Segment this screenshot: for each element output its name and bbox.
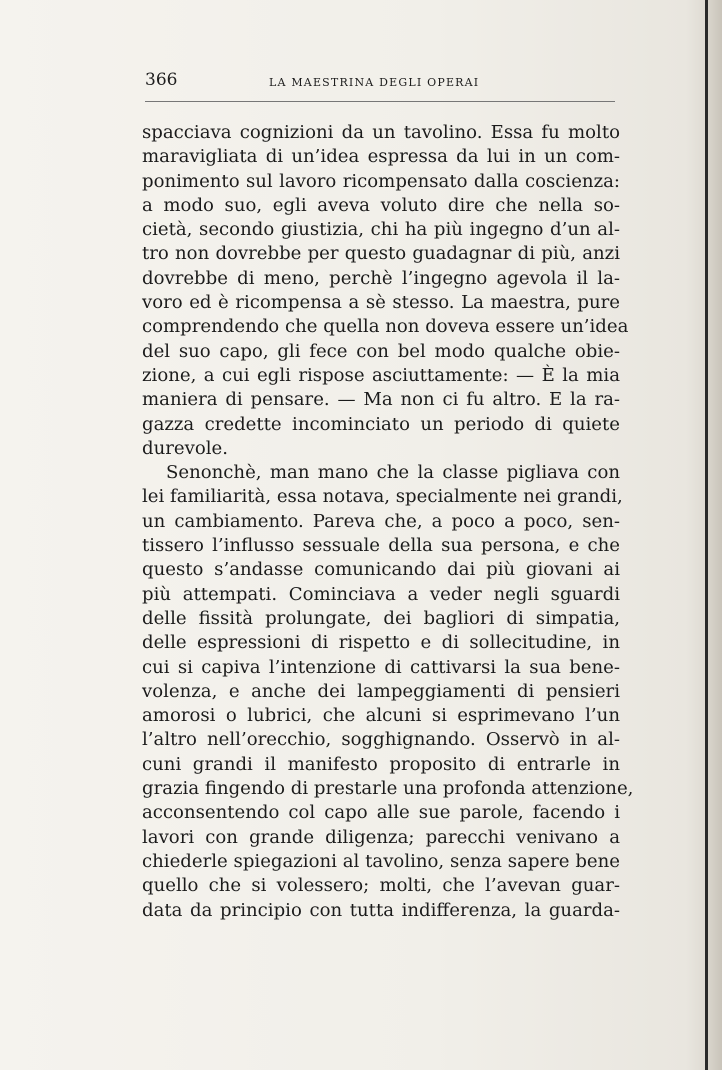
text-line: voro ed è ricompensa a sè stesso. La maestra, pure xyxy=(142,292,620,314)
text-line: l’altro nell’orecchio, sogghignando. Osservò in al- xyxy=(142,729,620,751)
text-line: acconsentendo col capo alle sue parole, facendo i xyxy=(142,802,620,824)
page-binding-edge xyxy=(705,0,708,1070)
page-number: 366 xyxy=(145,70,178,90)
text-line: durevole. xyxy=(142,437,228,459)
text-line: questo s’andasse comunicando dai più giovani ai xyxy=(142,559,620,581)
text-line: maravigliata di un’idea espressa da lui in un com- xyxy=(142,146,620,168)
text-line: maniera di pensare. — Ma non ci fu altro. E la ra- xyxy=(142,389,620,411)
page-binding-shadow xyxy=(708,0,722,1070)
text-line: a modo suo, egli aveva voluto dire che nella so- xyxy=(142,194,620,216)
text-line: cuni grandi il manifesto proposito di entrarle in xyxy=(142,753,620,775)
text-line: lei familiarità, essa notava, specialmente nei grandi, xyxy=(142,486,623,508)
text-line: gazza credette incominciato un periodo di quiete xyxy=(142,413,620,435)
text-line: tissero l’influsso sessuale della sua persona, e che xyxy=(142,535,620,557)
text-body xyxy=(142,121,634,923)
text-line: più attempati. Cominciava a veder negli sguardi xyxy=(142,583,620,605)
text-line: delle fissità prolungate, dei bagliori di simpatia, xyxy=(142,607,620,629)
text-line: comprendendo che quella non doveva essere un’idea xyxy=(142,316,629,338)
text-line: zione, a cui egli rispose asciuttamente: — È la mia xyxy=(142,364,620,386)
text-line: dovrebbe di meno, perchè l’ingegno agevola il la- xyxy=(142,267,620,289)
text-line: spacciava cognizioni da un tavolino. Essa fu molto xyxy=(142,122,620,143)
text-line: grazia fingendo di prestarle una profonda attenzione, xyxy=(142,778,634,800)
text-line: del suo capo, gli fece con bel modo qualche obie- xyxy=(142,340,620,362)
text-line: tro non dovrebbe per questo guadagnar di più, anzi xyxy=(142,243,620,265)
text-line: lavori con grande diligenza; parecchi venivano a xyxy=(142,826,620,848)
page-header xyxy=(145,70,615,94)
text-line: data da principio con tutta indifferenza, la guarda- xyxy=(142,899,620,921)
text-line: un cambiamento. Pareva che, a poco a poco, sen- xyxy=(142,510,620,532)
text-line: volenza, e anche dei lampeggiamenti di pensieri xyxy=(142,680,620,702)
text-line: chiederle spiegazioni al tavolino, senza sapere bene xyxy=(142,850,620,872)
text-line: Senonchè, man mano che la classe pigliava con xyxy=(166,462,620,484)
running-title: LA MAESTRINA DEGLI OPERAI xyxy=(269,76,480,89)
text-line: cietà, secondo giustizia, chi ha più ingegno d’un al- xyxy=(142,219,620,241)
text-line: cui si capiva l’intenzione di cattivarsi la sua bene- xyxy=(142,656,620,678)
text-line: quello che si volessero; molti, che l’avevan guar- xyxy=(142,875,620,897)
text-line: delle espressioni di rispetto e di sollecitudine, in xyxy=(142,632,620,654)
text-line: ponimento sul lavoro ricompensato dalla coscienza: xyxy=(142,170,620,192)
text-line: amorosi o lubrici, che alcuni si esprimevano l’un xyxy=(142,705,620,727)
header-rule xyxy=(145,101,615,102)
